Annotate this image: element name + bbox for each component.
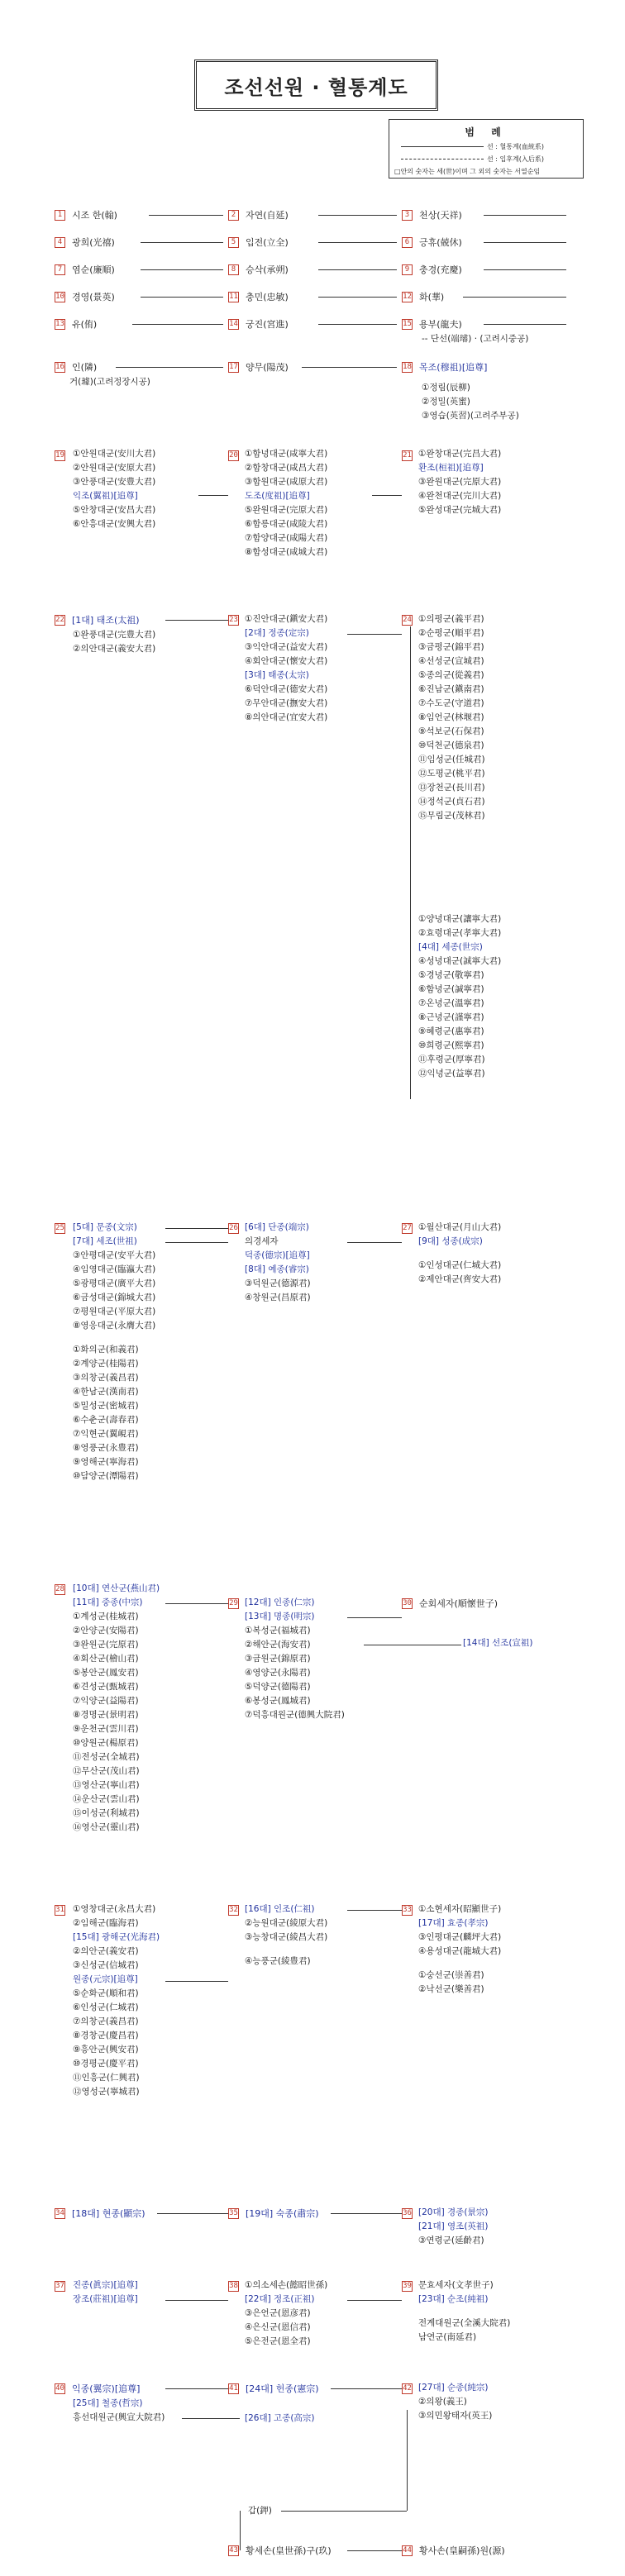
- list-item: ②의안군(義安君): [73, 1946, 139, 1956]
- list-item: [5대] 문종(文宗): [73, 1222, 137, 1232]
- list-item: ⑦평원대군(平原大君): [73, 1307, 156, 1317]
- list-item: [25대] 철종(哲宗): [73, 2398, 143, 2408]
- list-item: ⑦함양대군(咸陽大君): [245, 533, 328, 543]
- gen-36: 36: [403, 2209, 412, 2217]
- list-item: ⑧의안대군(宜安大君): [245, 712, 328, 722]
- list-item: ⑧경창군(慶昌君): [73, 2031, 139, 2040]
- list-item: ③인평대군(麟坪大君): [418, 1932, 502, 1942]
- list-item: ④용성대군(龍城大君): [418, 1946, 502, 1956]
- list-item: 의경세자: [245, 1236, 279, 1246]
- list-item: ③안풍대군(安豊大君): [73, 477, 156, 487]
- list-item: ①인성대군(仁城大君): [418, 1260, 502, 1270]
- legend-dashed-line: [401, 159, 484, 160]
- list-item: ⑧영응대군(永膺大君): [73, 1321, 156, 1331]
- gen-40: 40 익종(翼宗)[追尊]: [55, 2383, 141, 2394]
- list-item: [6대] 단종(端宗): [245, 1222, 309, 1232]
- list-item: ①진안대군(鎭安大君): [245, 614, 328, 624]
- gen-26: 26: [229, 1224, 238, 1232]
- connector: [347, 1617, 402, 1618]
- list-item: ②안원대군(安原大君): [73, 463, 156, 473]
- gen-37: 37: [55, 2282, 64, 2290]
- gen-41: 41 [24대] 헌종(憲宗): [229, 2383, 319, 2394]
- list-item: ⑥인성군(仁城君): [73, 2002, 139, 2012]
- list-item: ⑧근녕군(謹寧君): [418, 1012, 484, 1022]
- list-item: ⑫영성군(寧城君): [73, 2087, 140, 2097]
- list-item: ⑧경명군(景明君): [73, 1710, 139, 1720]
- list-item: ②제안대군(齊安大君): [418, 1274, 502, 1284]
- gen-23: 23: [229, 616, 238, 624]
- gen-16-sub: [69, 375, 150, 389]
- gen-19-children: [73, 447, 155, 531]
- connector: [484, 242, 566, 243]
- gen-8: 8 승삭(承朔): [228, 263, 289, 276]
- list-item: ⑧영풍군(永豊君): [73, 1443, 139, 1453]
- list-item: ⑦무안대군(撫安大君): [245, 698, 328, 708]
- list-item: ④영양군(永陽君): [245, 1668, 311, 1678]
- list-item: ⑤은전군(恩全君): [245, 2336, 311, 2346]
- connector: [331, 2213, 402, 2214]
- connector: [165, 1603, 228, 1604]
- connector: [318, 242, 397, 243]
- list-item: ⑤종의군(從義君): [418, 670, 484, 680]
- gen-33: 33: [403, 1906, 412, 1914]
- list-item: 전계대원군(全溪大院君): [418, 2318, 511, 2328]
- gen-7: 7 염순(廉順): [55, 263, 115, 276]
- gen-17: 17 양무(陽茂): [229, 362, 289, 373]
- list-item: ③완원군(完原君): [73, 1640, 139, 1650]
- connector: [347, 2300, 402, 2301]
- list-item: ③함원대군(咸原大君): [245, 477, 328, 487]
- list-item: 덕종(德宗)[追尊]: [245, 1250, 310, 1260]
- gen-28-children: [73, 1582, 160, 1835]
- list-item: ①완풍대군(完豊大君): [73, 630, 156, 640]
- list-item: 장조(莊祖)[追尊]: [73, 2294, 138, 2304]
- connector: [165, 2388, 228, 2389]
- list-item: 익조(翼祖)[追尊]: [73, 491, 138, 501]
- list-item: [15대] 광해군(光海君): [73, 1932, 160, 1942]
- list-item: ③은언군(恩彦君): [245, 2308, 311, 2318]
- list-item: ④성녕대군(誠寧大君): [418, 956, 502, 966]
- list-item: 진종(眞宗)[追尊]: [73, 2280, 138, 2290]
- list-item: 원종(元宗)[追尊]: [73, 1974, 138, 1984]
- list-item: 도조(度祖)[追尊]: [245, 491, 310, 501]
- gen-31-children: [73, 1902, 160, 2099]
- gen-25-children: [73, 1221, 155, 1483]
- list-item: [2대] 정종(定宗): [245, 628, 309, 638]
- gen-11: 11 충민(忠敏): [229, 292, 289, 302]
- legend-dashed-label: 선 : 입후계(入后系): [487, 155, 544, 163]
- list-item: ⑤안창대군(安昌大君): [73, 505, 156, 515]
- list-item: ④은신군(恩信君): [245, 2322, 311, 2332]
- list-item: [23대] 순조(純祖): [418, 2294, 489, 2304]
- list-item: ⑬영산군(寧山君): [73, 1780, 140, 1790]
- list-item: ⑪후령군(厚寧君): [418, 1055, 485, 1064]
- gen-24: 24: [403, 616, 412, 624]
- list-item: ⑤덕양군(德陽君): [245, 1682, 311, 1692]
- gen-19: 19: [55, 451, 64, 459]
- list-item: ②정밀(英蜜): [422, 397, 470, 407]
- gen-15: 15 용부(龍夫): [403, 319, 462, 330]
- list-item: [7대] 세조(世祖): [73, 1236, 137, 1246]
- list-item: ⑨흥안군(興安君): [73, 2045, 139, 2055]
- list-item: ⑤순화군(順和君): [73, 1988, 139, 1998]
- list-item: ⑨혜령군(惠寧君): [418, 1026, 484, 1036]
- list-item: ⑨영해군(寧海君): [73, 1457, 139, 1467]
- gen-24-children-2: [418, 912, 501, 1081]
- list-item: ⑩희령군(熙寧君): [418, 1040, 484, 1050]
- gen-39-children: [418, 2278, 510, 2345]
- gen-40-children: [73, 2397, 165, 2425]
- gen-20: 20: [229, 451, 238, 459]
- legend-title: 범 례: [465, 126, 508, 138]
- list-item: ⑤광평대군(廣平大君): [73, 1278, 156, 1288]
- list-item: ④한남군(漢南君): [73, 1387, 139, 1397]
- list-item: ⑫도평군(桃平君): [418, 769, 485, 779]
- gen-41-children: [245, 2412, 315, 2426]
- list-item: ④능풍군(綾豊君): [245, 1956, 311, 1966]
- legend-note: □안의 숫자는 세(世)이며 그 외의 숫자는 서열순임: [394, 168, 541, 175]
- connector: [331, 2388, 402, 2389]
- list-item: ⑥봉성군(鳳城君): [245, 1696, 311, 1706]
- connector: [318, 269, 397, 270]
- legend-solid-label: 선 : 혈통계(血統系): [487, 143, 544, 150]
- list-item: ⑦익양군(益陽君): [73, 1696, 139, 1706]
- list-item: ②효령대군(孝寧大君): [418, 928, 502, 938]
- list-item: ③금원군(錦原君): [245, 1654, 311, 1664]
- gen-26-children: [245, 1221, 311, 1305]
- list-item: [16대] 인조(仁祖): [245, 1904, 315, 1914]
- list-item: [9대] 성종(成宗): [418, 1236, 483, 1246]
- list-item: ②낙선군(樂善君): [418, 1984, 484, 1994]
- list-item: ②능원대군(綾原大君): [245, 1918, 328, 1928]
- connector: [484, 269, 566, 270]
- connector: [463, 297, 566, 298]
- connector: [149, 215, 223, 216]
- gen-3: 3 천상(天祥): [402, 208, 462, 221]
- list-item: ⑥금성대군(錦城大君): [73, 1293, 156, 1302]
- gen-2: 2 자연(自延): [228, 208, 289, 221]
- connector: [165, 2300, 228, 2301]
- gen-25: 25: [55, 1224, 64, 1232]
- gen-5: 5 입전(立全): [228, 236, 289, 249]
- list-item: ⑩담양군(潭陽君): [73, 1471, 139, 1481]
- list-item: 환조(桓祖)[追尊]: [418, 463, 484, 473]
- list-item: [14대] 선조(宣祖): [463, 1638, 533, 1648]
- list-item: ⑥진남군(鎭南君): [418, 684, 484, 694]
- list-item: [22대] 정조(正祖): [245, 2294, 315, 2304]
- list-item: [17대] 효종(孝宗): [418, 1918, 489, 1928]
- gen-22-children: [73, 628, 155, 656]
- gen-16: 16 인(隣): [55, 362, 98, 373]
- connector: [198, 495, 228, 496]
- connector: [318, 297, 397, 298]
- list-item: ④선성군(宣城君): [418, 656, 484, 666]
- connector: [318, 215, 397, 216]
- gen-24-children: [418, 612, 485, 823]
- gen-43: 43 황세손(皇世孫)구(玖): [229, 2545, 332, 2556]
- list-item: ④완천대군(完川大君): [418, 491, 502, 501]
- list-item: ⑪임성군(任城君): [418, 755, 485, 764]
- list-item: ③익안대군(益安大君): [245, 642, 328, 652]
- connector: [372, 495, 402, 496]
- gen-38: 38: [229, 2282, 238, 2290]
- list-item: ⑩덕천군(德泉君): [418, 740, 484, 750]
- list-item: ④회산군(檜山君): [73, 1654, 139, 1664]
- list-item: ⑥견성군(甄城君): [73, 1682, 139, 1692]
- list-item: ⑨석보군(石保君): [418, 726, 484, 736]
- list-item: ②의왕(義王): [418, 2397, 467, 2407]
- list-item: ③의창군(義昌君): [73, 1373, 139, 1383]
- connector: [302, 367, 397, 368]
- gen-33-children: [418, 1902, 501, 1997]
- list-item: [3대] 태종(太宗): [245, 670, 309, 680]
- list-item: ②순평군(順平君): [418, 628, 484, 638]
- list-item: [8대] 예종(睿宗): [245, 1264, 309, 1274]
- gen-42-children: [418, 2381, 492, 2423]
- connector: [407, 2410, 408, 2511]
- list-item: ①안원대군(安川大君): [73, 449, 156, 459]
- gen-22: 22 [1대] 태조(太祖): [55, 615, 140, 626]
- connector: [318, 324, 397, 325]
- list-item: ①양녕대군(讓寧大君): [418, 914, 502, 924]
- list-item: ⑯영산군(靈山君): [73, 1822, 140, 1832]
- connector: [484, 215, 566, 216]
- list-item: 남연군(南延君): [418, 2332, 477, 2342]
- legend-solid-line: [401, 146, 484, 147]
- gen-10: 10 경영(景英): [55, 292, 115, 302]
- list-item: ③완원대군(完原大君): [418, 477, 502, 487]
- gen-27: 27: [403, 1224, 412, 1232]
- list-item: ①숭선군(崇善君): [418, 1970, 484, 1980]
- list-item: ③영습(英習)(고려주부공): [422, 411, 519, 421]
- list-item: ②계양군(桂陽君): [73, 1359, 139, 1369]
- gen-30: 30 순회세자(順懷世子): [403, 1598, 499, 1609]
- list-item: ⑦익현군(翼峴君): [73, 1429, 139, 1439]
- connector: [116, 367, 223, 368]
- list-item: ①화의군(和義君): [73, 1345, 139, 1355]
- list-item: ③금평군(錦平君): [418, 642, 484, 652]
- gen-36-children: [418, 2206, 489, 2248]
- list-item: ③덕원군(德源君): [245, 1278, 311, 1288]
- list-item: 흥선대원군(興宣大院君): [73, 2412, 165, 2422]
- gen-23-children: [245, 612, 327, 725]
- list-item: ①의소세손(懿昭世孫): [245, 2280, 328, 2290]
- gen-1: 1 시조 한(翰): [55, 208, 117, 221]
- list-item: ①정림(辰柳): [422, 383, 470, 393]
- connector: [410, 626, 411, 1099]
- connector: [347, 634, 402, 635]
- list-item: ⑭정석군(貞石君): [418, 797, 485, 807]
- list-item: ②해안군(海安君): [245, 1640, 311, 1650]
- list-item: 문효세자(文孝世子): [418, 2280, 494, 2290]
- list-item: ⑫무산군(茂山君): [73, 1766, 140, 1776]
- connector: [281, 2511, 407, 2512]
- gen-21: 21: [403, 451, 412, 459]
- list-item: [4대] 세종(世宗): [418, 942, 483, 952]
- gen-44: 44 황사손(皇嗣孫)원(源): [403, 2545, 505, 2556]
- gen-35: 35 [19대] 숙종(肅宗): [229, 2208, 319, 2219]
- list-item: ⑨운천군(雲川君): [73, 1724, 139, 1734]
- list-item: ①완창대군(完昌大君): [418, 449, 502, 459]
- list-item: ⑧임언군(林堰君): [418, 712, 484, 722]
- list-item: ①영창대군(永昌大君): [73, 1904, 156, 1914]
- gen-32: 32: [229, 1906, 238, 1914]
- connector: [347, 2550, 402, 2551]
- connector: [141, 297, 223, 298]
- list-item: ④회안대군(懷安大君): [245, 656, 328, 666]
- list-item: [13대] 명종(明宗): [245, 1612, 315, 1621]
- list-item: ②의안대군(義安大君): [73, 644, 156, 654]
- list-item: ①함녕대군(咸寧大君): [245, 449, 328, 459]
- list-item: ⑩경평군(慶平君): [73, 2059, 139, 2069]
- list-item: ⑥안흥대군(安興大君): [73, 519, 156, 529]
- list-item: ⑪전성군(全城君): [73, 1752, 140, 1762]
- list-item: ①의평군(義平君): [418, 614, 484, 624]
- list-item: [20대] 경종(景宗): [418, 2207, 489, 2217]
- list-item: ③안평대군(安平大君): [73, 1250, 156, 1260]
- list-item: [27대] 순종(純宗): [418, 2383, 489, 2393]
- gen-18: 18 목조(穆祖)[追尊]: [403, 362, 488, 373]
- list-item: ③연령군(延齡君): [418, 2236, 484, 2245]
- gen-14: 14 궁진(宮進): [229, 319, 289, 330]
- connector: [165, 1981, 228, 1982]
- list-item: ⑥덕안대군(德安大君): [245, 684, 328, 694]
- list-item: ②함창대군(咸昌大君): [245, 463, 328, 473]
- gen-43-parent: [248, 2504, 272, 2518]
- gen-13: 13 유(侑): [55, 319, 98, 330]
- gen-18-children: [422, 381, 519, 423]
- gen-34: 34 [18대] 현종(顯宗): [55, 2208, 146, 2219]
- gen-30-king: [463, 1636, 533, 1650]
- list-item: ④임영대군(臨瀛大君): [73, 1264, 156, 1274]
- connector: [165, 1228, 228, 1229]
- list-item: ⑤봉안군(鳳安君): [73, 1668, 139, 1678]
- list-item: ⑤완원대군(完原大君): [245, 505, 328, 515]
- connector: [157, 2213, 228, 2214]
- list-item: ⑤경녕군(敬寧君): [418, 970, 484, 980]
- legend-box: [389, 119, 584, 179]
- list-item: ⑭운산군(雲山君): [73, 1794, 140, 1804]
- connector: [132, 324, 223, 325]
- list-item: ⑤완성대군(完城大君): [418, 505, 502, 515]
- list-item: ⑥함녕군(諴寧君): [418, 984, 484, 994]
- connector: [141, 269, 223, 270]
- list-item: ⑦온녕군(溫寧君): [418, 998, 484, 1008]
- gen-39: 39: [403, 2282, 412, 2290]
- list-item: [21대] 영조(英祖): [418, 2221, 489, 2231]
- list-item: ③의민왕태자(英王): [418, 2411, 493, 2421]
- list-item: ①월산대군(月山大君): [418, 1222, 502, 1232]
- gen-6: 6 긍휴(兢休): [402, 236, 462, 249]
- list-item: ⑩양원군(楊原君): [73, 1738, 139, 1748]
- gen-12: 12 화(華): [403, 292, 445, 302]
- gen-28: 28: [55, 1585, 64, 1593]
- list-item: ②안양군(安陽君): [73, 1626, 139, 1636]
- list-item: ①복성군(福城君): [245, 1626, 311, 1636]
- list-item: 갑(鉀): [248, 2506, 272, 2516]
- list-item: ⑦의창군(義昌君): [73, 2017, 139, 2026]
- list-item: ⑮무림군(茂林君): [418, 811, 485, 821]
- list-item: [11대] 중종(中宗): [73, 1598, 143, 1607]
- list-item: ⑪인흥군(仁興君): [73, 2073, 140, 2083]
- gen-42: 42: [403, 2384, 412, 2393]
- list-item: [26대] 고종(高宗): [245, 2413, 315, 2423]
- gen-32-children: [245, 1902, 327, 1969]
- gen-38-children: [245, 2278, 327, 2349]
- list-item: ⑧함성대군(咸城大君): [245, 547, 328, 557]
- page-title: 조선선원 · 혈통계도: [194, 60, 438, 111]
- gen-27-children: [418, 1221, 501, 1287]
- gen-16-sub-label: 거(璩)(고려정장시공): [69, 377, 150, 387]
- list-item: [12대] 인종(仁宗): [245, 1598, 315, 1607]
- list-item: ⑤밀성군(密城君): [73, 1401, 139, 1411]
- gen-4: 4 광희(光禧): [55, 236, 115, 249]
- connector: [182, 2418, 240, 2419]
- list-item: [10대] 연산군(燕山君): [73, 1583, 160, 1593]
- list-item: ⑥수춘군(壽春君): [73, 1415, 139, 1425]
- gen-37-children: [73, 2278, 138, 2307]
- gen-20-children: [245, 447, 327, 559]
- branch-label: -- 단선(端璿) · (고려시중공): [422, 334, 529, 344]
- connector: [347, 1910, 402, 1911]
- gen-15-branch: [422, 332, 528, 346]
- list-item: ①계성군(桂城君): [73, 1612, 139, 1621]
- connector: [141, 242, 223, 243]
- list-item: ⑦덕흥대원군(德興大院君): [245, 1710, 345, 1720]
- list-item: ③신성군(信城君): [73, 1960, 139, 1970]
- list-item: ⑮이성군(利城君): [73, 1808, 140, 1818]
- gen-29-children: [245, 1596, 345, 1722]
- connector: [165, 620, 228, 621]
- gen-9: 9 충경(充慶): [402, 263, 462, 276]
- list-item: ⑦수도군(守道君): [418, 698, 484, 708]
- connector: [484, 324, 566, 325]
- legend-dashed-row: [401, 155, 583, 164]
- connector: [165, 1242, 228, 1243]
- gen-29: 29: [229, 1599, 238, 1607]
- list-item: ②임해군(臨海君): [73, 1918, 139, 1928]
- connector: [347, 1242, 402, 1243]
- gen-21-children: [418, 447, 501, 517]
- list-item: ⑫익녕군(益寧君): [418, 1069, 485, 1078]
- list-item: ⑥함릉대군(咸陵大君): [245, 519, 328, 529]
- legend-solid-row: [401, 142, 583, 151]
- gen-31: 31: [55, 1906, 64, 1914]
- list-item: ③능창대군(綾昌大君): [245, 1932, 328, 1942]
- list-item: ⑬장천군(長川君): [418, 783, 485, 793]
- list-item: ①소현세자(昭顯世子): [418, 1904, 502, 1914]
- list-item: ④창원군(昌原君): [245, 1293, 311, 1302]
